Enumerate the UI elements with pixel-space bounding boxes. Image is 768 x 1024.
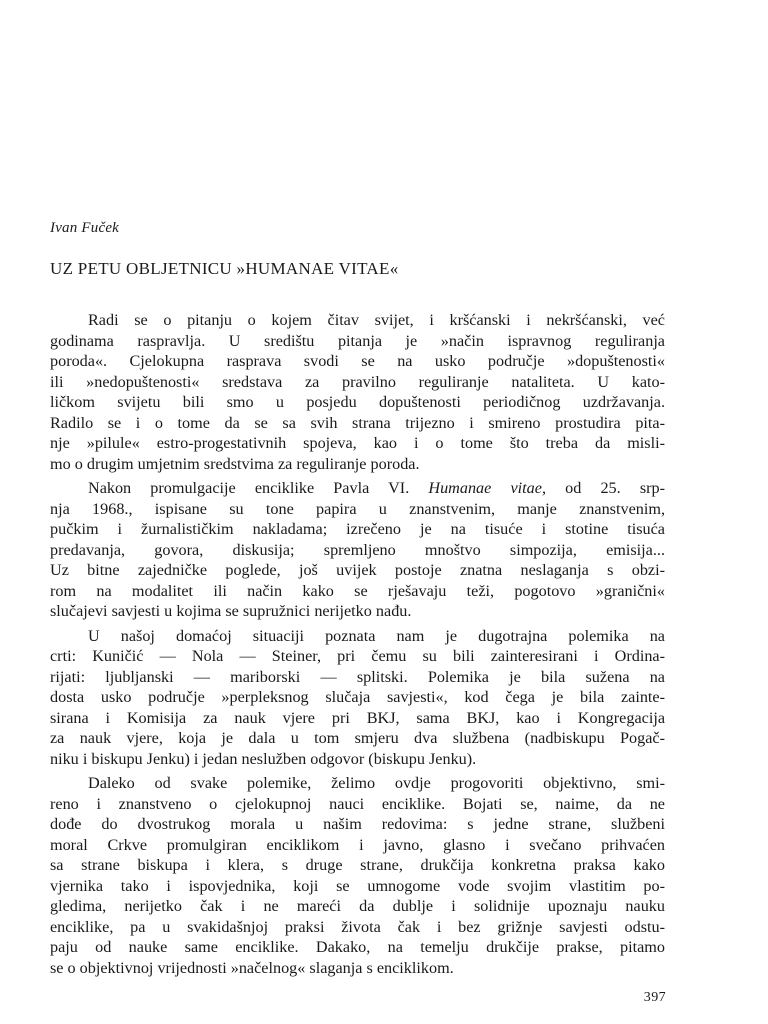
text-line: sirana i Komisija za nauk vjere pri BKJ, sama BKJ, kao i Kongregacija — [50, 708, 665, 727]
text-line: enciklike, pa u svakidašnjoj praksi života čak i bez grižnje savjesti odstu- — [50, 917, 665, 936]
text-line: sa strane biskupa i klera, s druge strane, drukčija konkretna praksa kako — [50, 856, 665, 874]
text-line: niku i biskupu Jenku) i jedan neslužben odgovor (biskupu Jenku). — [50, 749, 477, 768]
text-line: crti: Kuničić — Nola — Steiner, pri čemu su bili zainteresirani i Ordina- — [50, 647, 665, 665]
text-line: dosta usko područje »perpleksnog slučaja savjesti«, kod čega je bila zainte- — [50, 688, 665, 706]
text-line: slučajevi savjesti u kojima se supružnici nerijetko nađu. — [50, 602, 412, 620]
text-line: mo o drugim umjetnim sredstvima za reguliranje poroda. — [50, 454, 420, 473]
text-line: vjernika tako i ispovjednika, koji se umnogome vode svojim vlastitim po- — [50, 876, 665, 895]
paragraph — [50, 773, 665, 978]
text-line: nja 1968., ispisane su tone papira u znanstvenim, manje znanstvenim, — [50, 499, 665, 518]
page-number: 397 — [643, 990, 666, 1005]
text-line: godinama raspravlja. U središtu pitanja je »način ispravnog reguliranja — [50, 331, 665, 350]
text-line: reno i znanstveno o cjelokupnoj nauci enciklike. Bojati se, naime, da ne — [50, 794, 665, 813]
paragraph — [50, 310, 665, 474]
paragraph — [50, 626, 665, 770]
text-line: za nauk vjere, koja je dala u tom smjeru dva službena (nadbiskupu Pogač- — [50, 729, 665, 747]
author-name: Ivan Fuček — [50, 220, 120, 236]
text-line: se o objektivnoj vrijednosti »načelnog« slaganja s enciklikom. — [50, 958, 454, 977]
article-body — [50, 310, 665, 982]
text-line: rijati: ljubljanski — mariborski — splitski. Polemika je bila sužena na — [50, 667, 665, 686]
paragraph — [50, 478, 665, 622]
text-line: U našoj domaćoj situaciji poznata nam je dugotrajna polemika na — [88, 626, 665, 645]
text-line: ili »nedopuštenosti« sredstava za pravilno reguliranje nataliteta. U kato- — [50, 372, 665, 391]
text-line: predavanja, govora, diskusija; spremljeno mnoštvo simpozija, emisija... — [50, 540, 665, 559]
text-line: Radi se o pitanju o kojem čitav svijet, i kršćanski i nekršćanski, već — [88, 311, 665, 329]
text-line: moral Crkve promulgiran enciklikom i javno, glasno i svečano prihvaćen — [50, 835, 665, 854]
text-line: rom na modalitet ili način kako se rješavaju teži, pogotovo »granični« — [50, 581, 665, 600]
text-line: poroda«. Cjelokupna rasprava svodi se na usko područje »dopuštenosti« — [50, 352, 665, 370]
text-line: Radilo se i o tome da se sa svih strana trijezno i smireno prostudira pita- — [50, 413, 665, 432]
text-line: Uz bitne zajedničke poglede, još uvijek postoje znatna neslaganja s obzi- — [50, 561, 665, 579]
text-line: gledima, nerijetko čak i ne mareći da dublje i solidnije upoznaju nauku — [50, 897, 665, 915]
article-title: UZ PETU OBLJETNICU »HUMANAE VITAE« — [50, 259, 399, 278]
text-line: paju od nauke same enciklike. Dakako, na temelju drukčije prakse, pitamo — [50, 938, 665, 956]
text-line: ličkom svijetu bili smo u posjedu dopuštenosti periodičnog uzdržavanja. — [50, 393, 665, 411]
text-line: Nakon promulgacije enciklike Pavla VI. Humanae vitae, od 25. srp- — [88, 479, 665, 497]
text-line: Daleko od svake polemike, želimo ovdje progovoriti objektivno, smi- — [88, 774, 665, 792]
text-line: pučkim i žurnalističkim nakladama; izrečeno je na tisuće i stotine tisuća — [50, 520, 665, 538]
text-line: dođe do dvostrukog morala u našim redovima: s jedne strane, službeni — [50, 815, 665, 833]
text-line: nje »pilule« estro-progestativnih spojeva, kao i o tome što treba da misli- — [50, 434, 665, 452]
